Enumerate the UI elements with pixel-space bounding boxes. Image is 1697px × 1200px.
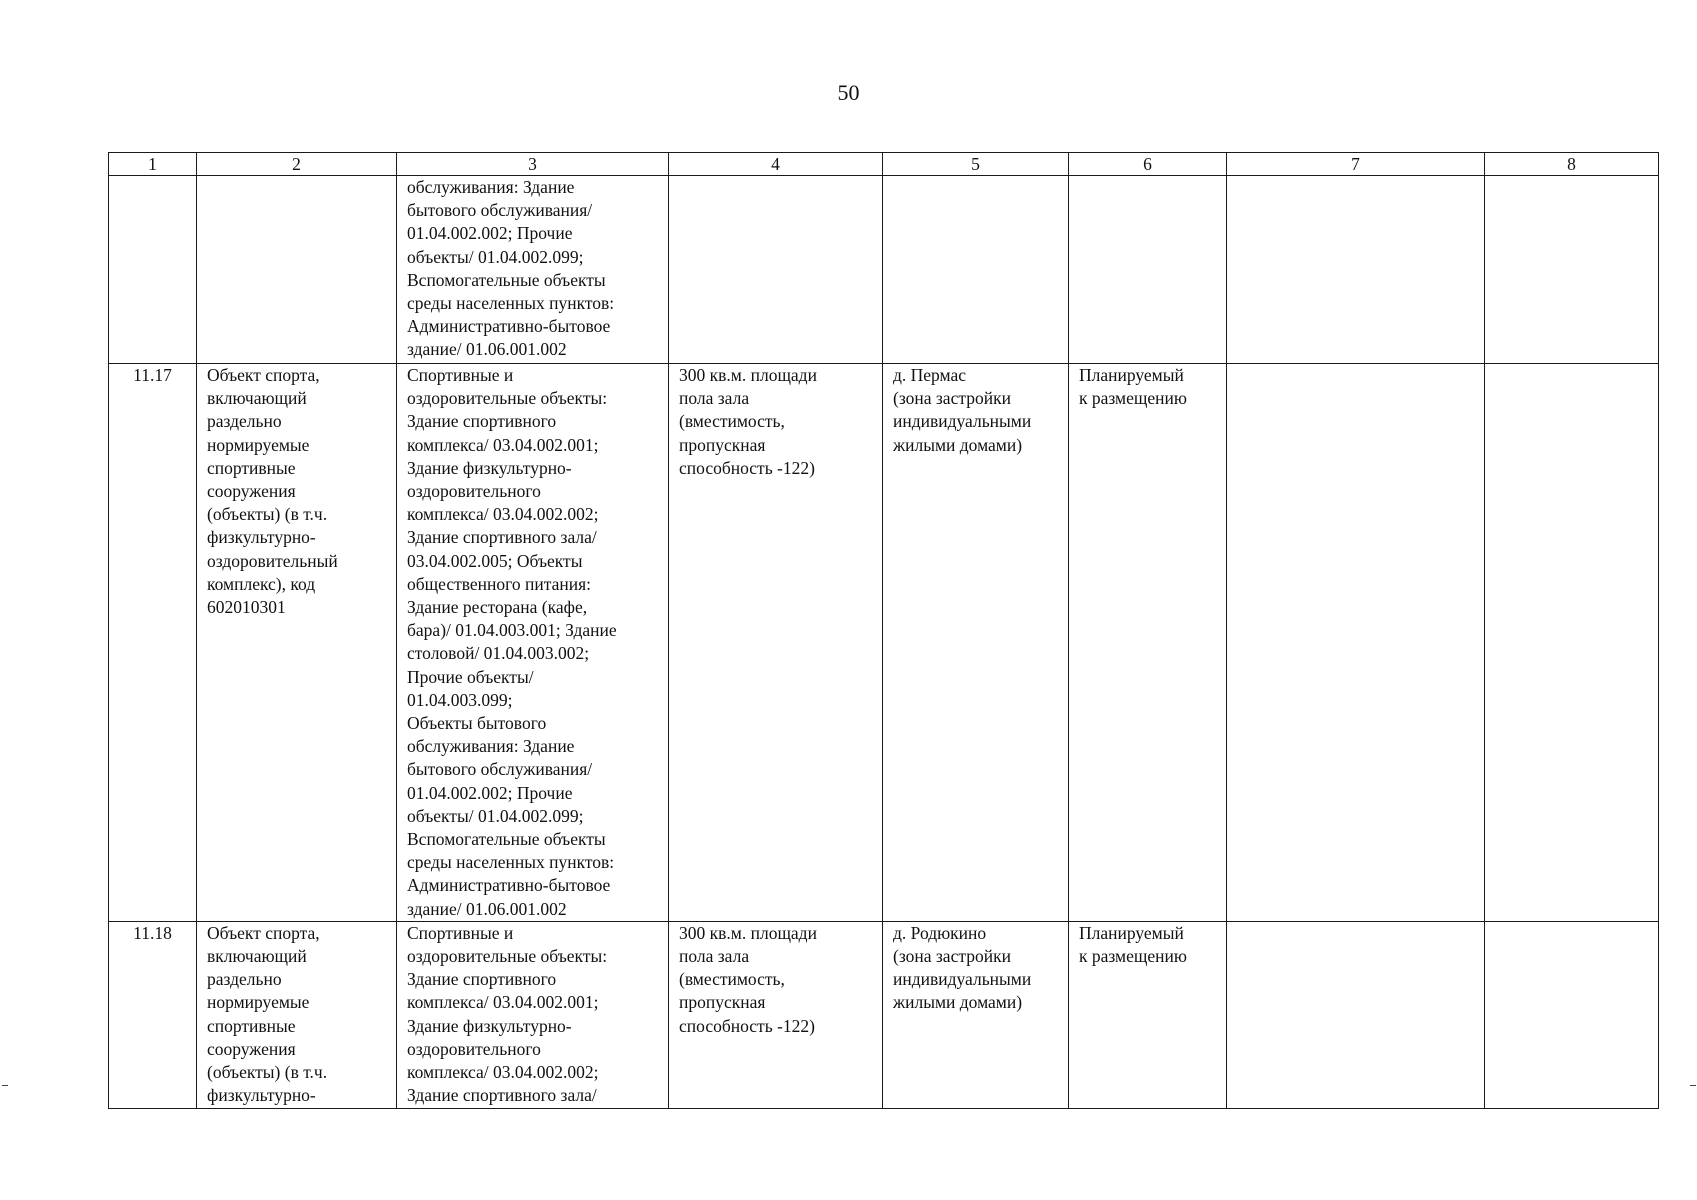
capacity-cell: 300 кв.м. площади пола зала (вместимость, пропускная способность -122) [669, 921, 883, 1108]
column-8-cell [1485, 364, 1659, 922]
column-header-1: 1 [109, 153, 197, 176]
column-header-5: 5 [883, 153, 1069, 176]
column-7-cell [1227, 921, 1485, 1108]
location-cell: д. Пермас (зона застройки индивидуальными жилыми домами) [883, 364, 1069, 922]
column-8-cell [1485, 176, 1659, 364]
column-header-2: 2 [197, 153, 397, 176]
table-row-continuation [109, 176, 1659, 364]
table-row-11-18 [109, 921, 1659, 1108]
column-header-7: 7 [1227, 153, 1485, 176]
scan-edge-mark-right [1690, 1085, 1696, 1086]
location-cell [883, 176, 1069, 364]
column-7-cell [1227, 364, 1485, 922]
column-7-cell [1227, 176, 1485, 364]
object-purpose-cell: обслуживания: Здание бытового обслуживания/ 01.04.002.002; Прочие объекты/ 01.04.002.099; Вспомогательные объекты среды населенных пунктов: Административно-бытовое здание/ 01.06.001.002 [397, 176, 669, 364]
column-header-8: 8 [1485, 153, 1659, 176]
table-row-11-17 [109, 364, 1659, 922]
capacity-cell: 300 кв.м. площади пола зала (вместимость, пропускная способность -122) [669, 364, 883, 922]
status-cell: Планируемый к размещению [1069, 364, 1227, 922]
page-number: 50 [837, 80, 860, 105]
column-8-cell [1485, 921, 1659, 1108]
column-header-4: 4 [669, 153, 883, 176]
row-number-cell: 11.17 [109, 364, 197, 922]
planned-objects-table [108, 152, 1659, 1109]
capacity-cell [669, 176, 883, 364]
object-name-cell [197, 176, 397, 364]
scan-edge-mark-left [2, 1085, 8, 1086]
column-number-row [109, 153, 1659, 176]
object-purpose-cell: Спортивные и оздоровительные объекты: Здание спортивного комплекса/ 03.04.002.001; Здание физкультурно- оздоровительного комплекса/ 03.04.002.002; Здание спортивного зала/ [397, 921, 669, 1108]
status-cell: Планируемый к размещению [1069, 921, 1227, 1108]
status-cell [1069, 176, 1227, 364]
row-number-cell: 11.18 [109, 921, 197, 1108]
object-purpose-cell: Спортивные и оздоровительные объекты: Здание спортивного комплекса/ 03.04.002.001; Здание физкультурно- оздоровительного комплекса/ 03.04.002.002; Здание спортивного зала/ 03.04.002.005; Объекты общественного питания: Здание ресторана (кафе, бара)/ 01.04.003.001; Здание столовой/ 01.04.003.002; Прочие объекты/ 01.04.003.099; Объекты бытового обслуживания: Здание бытового обслуживания/ 01.04.002.002; Прочие объекты/ 01.04.002.099; Вспомогательные объекты среды населенных пунктов: Административно-бытовое здание/ 01.06.001.002 [397, 364, 669, 922]
object-name-cell: Объект спорта, включающий раздельно нормируемые спортивные сооружения (объекты) (в т.ч. физкультурно- [197, 921, 397, 1108]
location-cell: д. Родюкино (зона застройки индивидуальными жилыми домами) [883, 921, 1069, 1108]
column-header-6: 6 [1069, 153, 1227, 176]
row-number-cell [109, 176, 197, 364]
object-name-cell: Объект спорта, включающий раздельно нормируемые спортивные сооружения (объекты) (в т.ч. физкультурно- оздоровительный комплекс), код 602010301 [197, 364, 397, 922]
column-header-3: 3 [397, 153, 669, 176]
